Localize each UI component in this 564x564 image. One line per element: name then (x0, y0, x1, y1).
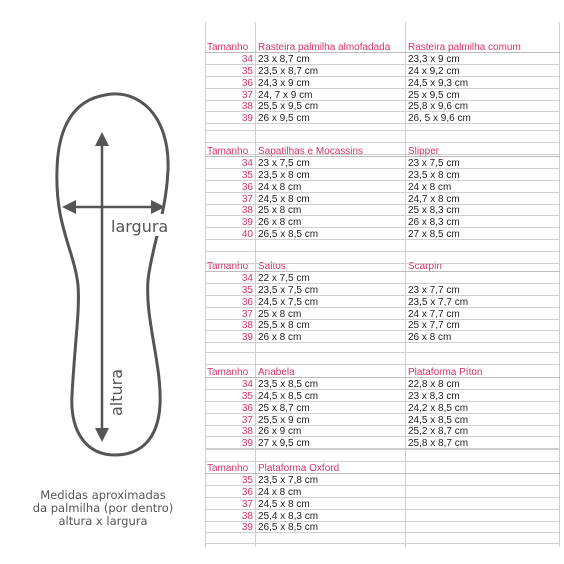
table-row (205, 487, 560, 498)
measurement: 26 x 9 cm (258, 426, 302, 438)
header-category-label: Plataforma Píton (408, 367, 483, 378)
header-size-label: Tamanho (207, 463, 249, 474)
shoe-size: 38 (241, 320, 253, 332)
measurement: 23 x 8,3 cm (408, 390, 460, 402)
table-row (205, 205, 560, 216)
measurement: 23 x 8,7 cm (258, 54, 310, 65)
measurement: 23 x 7,5 cm (408, 158, 460, 169)
measurement: 25 x 9,5 cm (408, 89, 460, 101)
measurement: 24,5 x 7,5 cm (258, 296, 319, 308)
shoe-size: 35 (241, 475, 253, 486)
measurement: 24,3 x 9 cm (258, 77, 310, 89)
measurement: 24,7 x 8 cm (408, 193, 460, 205)
ruled-line (205, 342, 560, 353)
table-row (205, 101, 560, 112)
measurement: 24,5 x 8,5 cm (258, 390, 319, 402)
measurement: 23,5 x 7,8 cm (258, 475, 319, 486)
header-category-label: Sapatilhas e Mocassins (258, 146, 364, 157)
shoe-size: 36 (241, 486, 253, 498)
measurement: 25,4 x 8,3 cm (258, 510, 319, 522)
ruled-line (205, 229, 560, 240)
measurement: 23,5 x 8,5 cm (258, 379, 319, 390)
table-row (205, 499, 560, 510)
header-category-label: Scarpin (408, 261, 442, 272)
measurement: 23 x 7,7 cm (408, 284, 460, 296)
ruled-line (205, 144, 560, 155)
measurement: 25,5 x 8 cm (258, 320, 310, 332)
measurement: 27 x 9,5 cm (258, 438, 310, 450)
width-arrow (62, 200, 165, 214)
caption-line: Medidas aproximadas (40, 488, 166, 502)
header-category-label: Rasteira palmilha comum (408, 42, 521, 53)
table-row (205, 217, 560, 228)
shoe-size: 35 (241, 284, 253, 296)
shoe-size: 39 (241, 522, 253, 534)
measurement: 26 x 8,3 cm (408, 217, 460, 229)
shoe-size: 39 (241, 217, 253, 229)
measurement: 24, 7 x 9 cm (258, 89, 313, 101)
header-size-label: Tamanho (207, 367, 249, 378)
table-header-row (205, 42, 560, 53)
measurement: 24 x 8 cm (408, 181, 452, 193)
header-category-label: Slipper (408, 146, 440, 157)
measurement: 25,2 x 8,7 cm (408, 426, 469, 438)
table-row (205, 182, 560, 193)
shoe-size: 40 (241, 229, 253, 241)
table-row (205, 320, 560, 331)
ruled-line (205, 354, 560, 365)
ruled-line (205, 253, 560, 264)
measurement: 24 x 8 cm (258, 486, 302, 498)
caption-line: altura x largura (58, 514, 148, 528)
header-category-label: Plataforma Oxford (258, 463, 340, 474)
shoe-size: 35 (241, 65, 253, 77)
shoe-size: 35 (241, 390, 253, 402)
header-category-label: Rasteira palmilha almofadada (258, 42, 391, 53)
measurement: 26 x 8 cm (258, 217, 302, 229)
measurement: 25,5 x 9,5 cm (258, 101, 319, 113)
measurement: 24,5 x 8 cm (258, 193, 310, 205)
height-label: altura (107, 368, 126, 416)
shoe-size: 34 (241, 273, 253, 284)
table-row (205, 391, 560, 402)
table-row (205, 54, 560, 65)
table-row (205, 285, 560, 296)
table-row (205, 90, 560, 101)
measurement: 23,5 x 8 cm (258, 169, 310, 181)
measurement: 26, 5 x 9,6 cm (408, 113, 471, 125)
measurement: 25 x 8,3 cm (408, 205, 460, 217)
table-row (205, 158, 560, 169)
shoe-size: 37 (241, 498, 253, 510)
measurement: 23 x 7,5 cm (258, 158, 310, 169)
measurement: 24 x 7,7 cm (408, 308, 460, 320)
table-row (205, 273, 560, 284)
measurement: 24,5 x 8 cm (258, 498, 310, 510)
table-header-row (205, 463, 560, 474)
measurement: 22,8 x 8 cm (408, 379, 460, 390)
shoe-size: 38 (241, 426, 253, 438)
measurement: 26,5 x 8,5 cm (258, 229, 319, 241)
header-category-label: Anabela (258, 367, 295, 378)
table-row (205, 379, 560, 390)
width-label: largura (111, 217, 169, 236)
table-header-row (205, 367, 560, 378)
shoe-size: 38 (241, 205, 253, 217)
header-category-label: Saltos (258, 261, 286, 272)
table-row (205, 511, 560, 522)
measurement: 25 x 8 cm (258, 205, 302, 217)
shoe-size: 39 (241, 332, 253, 344)
table-row (205, 170, 560, 181)
table-row (205, 309, 560, 320)
table-row (205, 475, 560, 486)
measurement: 26 x 8 cm (408, 332, 452, 344)
header-size-label: Tamanho (207, 146, 249, 157)
shoe-size: 34 (241, 54, 253, 65)
shoe-size: 34 (241, 158, 253, 169)
shoe-size: 36 (241, 77, 253, 89)
measurement: 24,2 x 8,5 cm (408, 402, 469, 414)
measurement: 25,8 x 9,6 cm (408, 101, 469, 113)
shoe-size: 36 (241, 181, 253, 193)
measurement: 25,8 x 8,7 cm (408, 438, 469, 450)
measurement: 23,5 x 7,5 cm (258, 284, 319, 296)
table-row (205, 66, 560, 77)
measurement: 26,5 x 8,5 cm (258, 522, 319, 534)
ruled-line (205, 451, 560, 462)
measurement: 23,5 x 7,7 cm (408, 296, 469, 308)
shoe-size: 38 (241, 101, 253, 113)
measurement: 23,5 x 8,7 cm (258, 65, 319, 77)
diagram-caption (8, 489, 198, 528)
measurement: 23,3 x 9 cm (408, 54, 460, 65)
measurement: 26 x 8 cm (258, 332, 302, 344)
shoe-size: 34 (241, 379, 253, 390)
shoe-size: 39 (241, 113, 253, 125)
measurement: 24 x 8 cm (258, 181, 302, 193)
measurement: 25,5 x 9 cm (258, 414, 310, 426)
insole-diagram (0, 0, 200, 564)
table-row (205, 297, 560, 308)
table-row (205, 522, 560, 533)
shoe-size: 36 (241, 402, 253, 414)
table-row (205, 194, 560, 205)
ruled-line (205, 241, 560, 252)
shoe-size: 38 (241, 510, 253, 522)
ruled-line (205, 439, 560, 450)
size-table (205, 22, 560, 547)
measurement: 24 x 9,2 cm (408, 65, 460, 77)
header-size-label: Tamanho (207, 42, 249, 53)
ruled-line (205, 120, 560, 131)
table-row (205, 426, 560, 437)
table-row (205, 415, 560, 426)
measurement: 27 x 8,5 cm (408, 229, 460, 241)
header-size-label: Tamanho (207, 261, 249, 272)
ruled-line (205, 132, 560, 143)
shoe-size: 37 (241, 193, 253, 205)
shoe-size: 37 (241, 89, 253, 101)
caption-line: da palmilha (por dentro) (32, 501, 174, 515)
table-row (205, 403, 560, 414)
measurement: 22 x 7,5 cm (258, 273, 310, 284)
measurement: 26 x 9,5 cm (258, 113, 310, 125)
shoe-size: 37 (241, 308, 253, 320)
ruled-line (205, 533, 560, 544)
shoe-size: 37 (241, 414, 253, 426)
table-row (205, 78, 560, 89)
measurement: 25 x 8,7 cm (258, 402, 310, 414)
measurement: 25 x 7,7 cm (408, 320, 460, 332)
shoe-size: 39 (241, 438, 253, 450)
measurement: 25 x 8 cm (258, 308, 302, 320)
shoe-size: 35 (241, 169, 253, 181)
shoe-size: 36 (241, 296, 253, 308)
measurement: 23,5 x 8 cm (408, 169, 460, 181)
measurement: 24,5 x 8,5 cm (408, 414, 469, 426)
measurement: 24,5 x 9,3 cm (408, 77, 469, 89)
